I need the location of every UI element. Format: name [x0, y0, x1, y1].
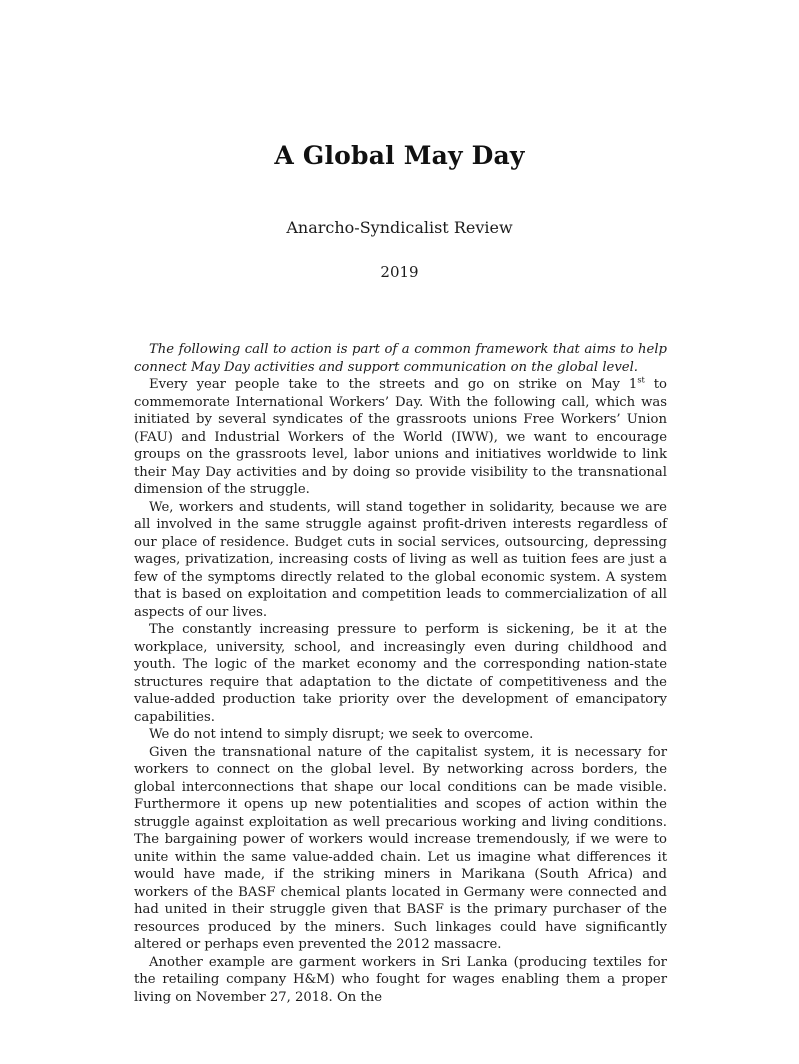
- paragraph: [134, 726, 667, 744]
- document-date: 2019: [380, 263, 419, 281]
- paragraph-text: We do not intend to simply disrupt; we seek to overcome.: [149, 727, 534, 742]
- paragraph-text: The following call to action is part of a common framework that aims to help connect May Day activities and support communication on the global level.: [134, 342, 667, 375]
- paragraph: [134, 621, 667, 726]
- paragraph: [134, 376, 667, 499]
- paragraph-text: to commemorate International Workers’ Day. With the following call, which was initiated by several syndicates of the grassroots unions Free Workers’ Union (FAU) and Industrial Workers of the World (IWW), we want to encourage groups on the grassroots level, labor unions and initiatives worldwide to link their May Day activities and by doing so provide visibility to the transnational dimension of the struggle.: [134, 377, 667, 497]
- document-body: [134, 341, 667, 1006]
- paragraph-text: We, workers and students, will stand together in solidarity, because we are all involved in the same struggle against profit-driven interests regardless of our place of residence. Budget cuts in social services, outsourcing, depressing wages, privatization, increasing costs of living as well as tuition fees are just a few of the symptoms directly related to the global economic system. A system that is based on exploitation and competition leads to commercialization of all aspects of our lives.: [134, 499, 667, 620]
- paragraph: [134, 744, 667, 954]
- document-author: Anarcho-Syndicalist Review: [286, 218, 513, 237]
- paragraph: [134, 341, 667, 376]
- paragraph-text: Every year people take to the streets and go on strike on May 1: [149, 377, 638, 392]
- superscript-ordinal: st: [637, 374, 645, 385]
- document-title: A Global May Day: [274, 141, 525, 170]
- paragraph-text: The constantly increasing pressure to perform is sickening, be it at the workplace, university, school, and increasingly even during childhood and youth. The logic of the market economy and the corresponding nation-state structures require that adaptation to the dictate of competitiveness and the value-added production take priority over the development of emancipatory capabilities.: [134, 622, 667, 725]
- paragraph-text: Given the transnational nature of the capitalist system, it is necessary for workers to connect on the global level. By networking across borders, the global interconnections that shape our local conditions can be made visible. Furthermore it opens up new potentialities and scopes of action within the struggle against exploitation as well precarious working and living conditions. The bargaining power of workers would increase tremendously, if we were to unite within the same value-added chain. Let us imagine what differences it would have made, if the striking miners in Marikana (South Africa) and workers of the BASF chemical plants located in Germany were connected and had united in their struggle given that BASF is the primary purchaser of the resources produced by the miners. Such linkages could have significantly altered or perhaps even prevented the 2012 massacre.: [134, 744, 667, 952]
- paragraph: [134, 954, 667, 1007]
- paragraph-text: Another example are garment workers in Sri Lanka (producing textiles for the retailing company H&M) who fought for wages enabling them a proper living on November 27, 2018. On the: [134, 954, 667, 1005]
- paragraph: [134, 499, 667, 622]
